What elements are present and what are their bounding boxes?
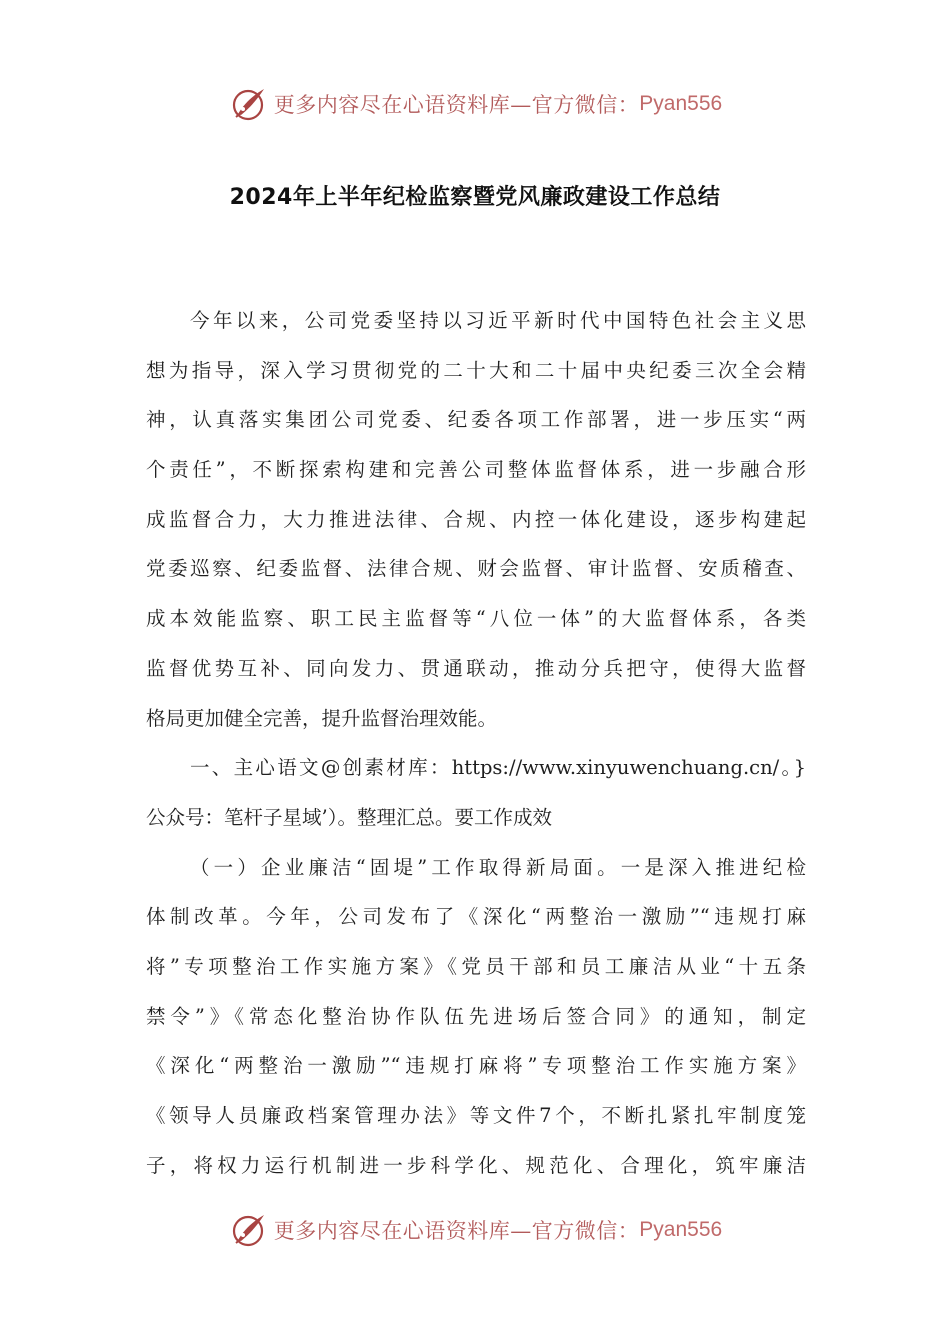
paragraph-line: 禁令”》《常态化整治协作队伍先进场后签合同》的通知，制定 xyxy=(146,1004,806,1028)
paragraph-line: 想为指导，深入学习贯彻党的二十大和二十届中央纪委三次全会精 xyxy=(146,358,806,382)
paragraph-line: 《深化“两整治一激励”“违规打麻将”专项整治工作实施方案》 xyxy=(146,1054,806,1078)
header-banner-wechat-id: Pyan556 xyxy=(639,92,723,115)
header-banner-text: 更多内容尽在心语资料库—官方微信： xyxy=(273,93,640,117)
footer-banner-text: 更多内容尽在心语资料库—官方微信： xyxy=(273,1219,640,1243)
paragraph-line: 将”专项整治工作实施方案》《党员干部和员工廉洁从业“十五条 xyxy=(146,954,806,978)
paragraph-line: 体制改革。今年，公司发布了《深化“两整治一激励”“违规打麻 xyxy=(146,905,806,929)
paragraph-line: 《领导人员廉政档案管理办法》等文件7个，不断扎紧扎牢制度笼 xyxy=(146,1104,806,1127)
paragraph-line: 神，认真落实集团公司党委、纪委各项工作部署，进一步压实“两 xyxy=(146,408,806,432)
quill-logo-icon xyxy=(228,84,268,124)
paragraph-line: （一）企业廉洁“固堤”工作取得新局面。一是深入推进纪检 xyxy=(190,855,806,879)
paragraph-line: 个责任”，不断探索构建和完善公司整体监督体系，进一步融合形 xyxy=(146,458,806,482)
section-heading-line: 一、主心语文@创素材库：https://www.xinyuwenchuang.cn/。} xyxy=(190,756,806,780)
quill-logo-icon xyxy=(228,1210,268,1250)
footer-banner-wechat-id: Pyan556 xyxy=(639,1218,723,1241)
paragraph-line: 今年以来，公司党委坚持以习近平新时代中国特色社会主义思 xyxy=(190,309,806,332)
document-title: 2024年上半年纪检监察暨党风廉政建设工作总结 xyxy=(229,185,721,210)
section-heading-line: 公众号：笔杆子星域’）。整理汇总。要工作成效 xyxy=(146,805,552,829)
paragraph-line: 成本效能监察、职工民主监督等“八位一体”的大监督体系，各类 xyxy=(146,607,806,631)
header-banner xyxy=(0,82,950,126)
paragraph-line: 子，将权力运行机制进一步科学化、规范化、合理化，筑牢廉洁 xyxy=(146,1153,806,1177)
footer-banner xyxy=(0,1208,950,1252)
paragraph-line: 党委巡察、纪委监督、法律合规、财会监督、审计监督、安质稽查、 xyxy=(146,557,806,581)
paragraph-line: 格局更加健全完善，提升监督治理效能。 xyxy=(146,706,498,730)
paragraph-line: 监督优势互补、同向发力、贯通联动，推动分兵把守，使得大监督 xyxy=(146,656,806,680)
paragraph-line: 成监督合力，大力推进法律、合规、内控一体化建设，逐步构建起 xyxy=(146,507,806,531)
document-body xyxy=(146,296,806,1190)
